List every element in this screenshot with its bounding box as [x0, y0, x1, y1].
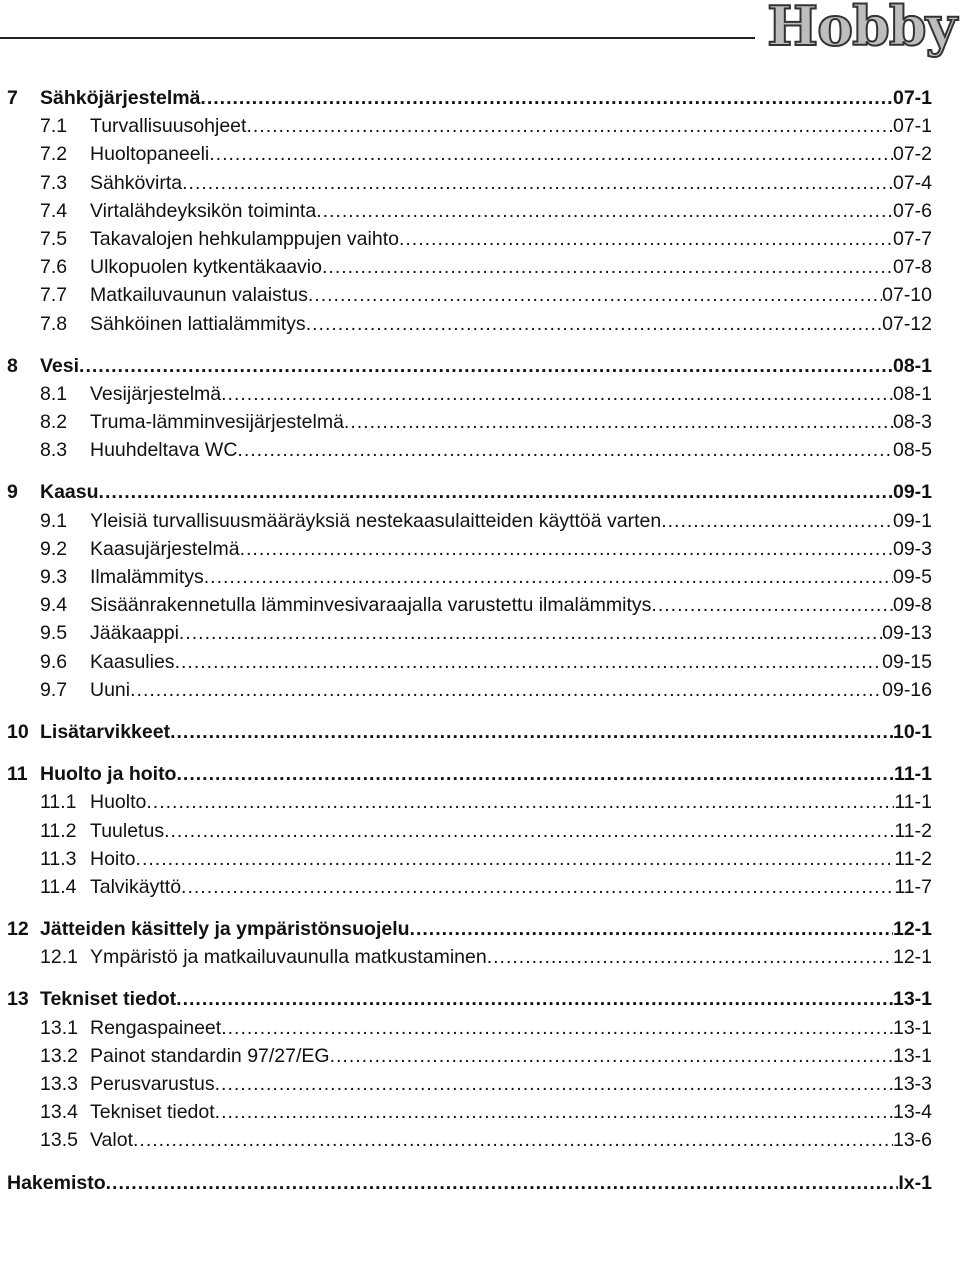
dot-leader — [306, 310, 882, 338]
dot-leader — [146, 788, 894, 816]
toc-title: Virtalähdeyksikön toiminta — [90, 199, 317, 222]
toc-page-number: 08-5 — [892, 439, 932, 462]
toc-subsection[interactable] — [0, 507, 960, 535]
toc-title: Huolto ja hoito — [40, 763, 177, 786]
toc-page-number: 13-1 — [892, 1016, 932, 1039]
toc-title: Ulkopuolen kytkentäkaavio — [90, 256, 322, 279]
toc-page-number: 08-3 — [892, 411, 932, 434]
toc-subsection[interactable] — [0, 281, 960, 309]
toc-page-number: 09-1 — [892, 481, 932, 504]
toc-subsection[interactable] — [0, 436, 960, 464]
toc-title: Hakemisto — [7, 1171, 106, 1194]
toc-number: 9.4 — [40, 594, 68, 617]
toc-page-number: 13-6 — [892, 1129, 932, 1152]
toc-entry — [90, 1014, 932, 1042]
toc-title: Huolto — [90, 791, 147, 814]
toc-page-number: 07-2 — [892, 143, 932, 166]
dot-leader — [221, 380, 893, 408]
toc-chapter[interactable] — [0, 1169, 960, 1197]
toc-title: Vesi — [40, 354, 80, 377]
toc-title: Vesijärjestelmä — [90, 382, 222, 405]
toc-entry — [90, 676, 932, 704]
dot-leader — [182, 169, 893, 197]
toc-subsection[interactable] — [0, 197, 960, 225]
dot-leader — [106, 1169, 899, 1197]
toc-title: Sähköjärjestelmä — [40, 87, 201, 109]
dot-leader — [221, 1014, 893, 1042]
toc-page-number: 07-6 — [892, 199, 932, 222]
toc-number: 7 — [7, 87, 18, 109]
toc-subsection[interactable] — [0, 1126, 960, 1154]
toc-subsection[interactable] — [0, 1042, 960, 1070]
toc-page-number: 11-2 — [894, 847, 932, 870]
dot-leader — [215, 1070, 893, 1098]
toc-page-number: 11-1 — [894, 763, 932, 786]
toc-number: 8 — [7, 354, 18, 377]
toc-subsection[interactable] — [0, 788, 960, 816]
toc-subsection[interactable] — [0, 873, 960, 901]
toc-title: Tuuletus — [90, 819, 165, 842]
toc-subsection[interactable] — [0, 943, 960, 971]
toc-subsection[interactable] — [0, 253, 960, 281]
toc-page-number: 11-1 — [894, 791, 932, 814]
toc-entry — [90, 1098, 932, 1126]
toc-number: 7.5 — [40, 227, 68, 250]
dot-leader — [181, 873, 894, 901]
toc-page-number: Ix-1 — [898, 1171, 932, 1194]
dot-leader — [176, 985, 893, 1013]
toc-subsection[interactable] — [0, 563, 960, 591]
toc-title: Kaasulies — [90, 650, 175, 673]
toc-page-number: 12-1 — [892, 918, 932, 941]
dot-leader — [130, 676, 882, 704]
dot-leader — [175, 648, 883, 676]
toc-title: Truma-lämminvesijärjestelmä — [90, 411, 344, 434]
toc-chapter[interactable] — [0, 84, 960, 112]
toc-number: 7.1 — [40, 115, 68, 138]
toc-number: 8.1 — [40, 382, 68, 405]
toc-entry — [90, 619, 932, 647]
toc-page-number: 07-4 — [892, 171, 932, 194]
toc-entry — [7, 1169, 932, 1197]
toc-subsection[interactable] — [0, 619, 960, 647]
dot-leader — [410, 915, 893, 943]
dot-leader — [237, 436, 893, 464]
toc-entry — [40, 352, 932, 380]
toc-title: Turvallisuusohjeet — [90, 115, 247, 138]
dot-leader — [651, 591, 893, 619]
toc-entry — [90, 845, 932, 873]
toc-chapter[interactable] — [0, 478, 960, 506]
toc-page-number: 12-1 — [892, 946, 932, 969]
toc-entry — [90, 169, 932, 197]
toc-page-number: 08-1 — [892, 382, 932, 405]
toc-page-number: 10-1 — [892, 720, 932, 743]
toc-subsection[interactable] — [0, 169, 960, 197]
toc-entry — [40, 84, 932, 112]
toc-number: 13.5 — [40, 1129, 78, 1152]
dot-leader — [133, 1126, 893, 1154]
toc-title: Jätteiden käsittely ja ympäristönsuojelu — [40, 918, 410, 941]
toc-title: Yleisiä turvallisuusmääräyksiä nestekaasulaitteiden käyttöä varten — [90, 509, 662, 532]
toc-title: Huoltopaneeli — [90, 143, 210, 166]
toc-title: Matkailuvaunun valaistus — [90, 284, 308, 307]
toc-number: 7.2 — [40, 143, 68, 166]
dot-leader — [308, 281, 882, 309]
toc-entry — [90, 591, 932, 619]
dot-leader — [487, 943, 893, 971]
dot-leader — [240, 535, 893, 563]
toc-entry — [90, 535, 932, 563]
toc-subsection[interactable] — [0, 676, 960, 704]
table-of-contents — [0, 84, 960, 1197]
toc-entry — [90, 1070, 932, 1098]
toc-subsection[interactable] — [0, 1014, 960, 1042]
toc-number: 9.1 — [40, 509, 68, 532]
dot-leader — [330, 1042, 893, 1070]
toc-title: Kaasu — [40, 481, 99, 504]
toc-number: 9.3 — [40, 566, 68, 588]
toc-number: 10 — [7, 720, 29, 743]
toc-title: Ympäristö ja matkailuvaunulla matkustaminen — [90, 946, 487, 969]
toc-page-number: 09-13 — [882, 622, 932, 645]
dot-leader — [170, 718, 893, 746]
toc-title: Kaasujärjestelmä — [90, 537, 240, 560]
toc-entry — [90, 788, 932, 816]
toc-page-number: 07-10 — [882, 284, 932, 307]
toc-chapter[interactable] — [0, 985, 960, 1013]
dot-leader — [322, 253, 893, 281]
toc-number: 7.8 — [40, 312, 68, 335]
toc-page-number: 13-1 — [892, 988, 932, 1011]
toc-entry — [90, 436, 932, 464]
toc-subsection[interactable] — [0, 310, 960, 338]
toc-title: Talvikäyttö — [90, 875, 182, 898]
toc-entry — [90, 408, 932, 436]
toc-title: Perusvarustus — [90, 1073, 215, 1095]
toc-number: 11.3 — [40, 847, 77, 870]
dot-leader — [215, 1098, 893, 1126]
toc-page-number: 09-8 — [892, 594, 932, 617]
toc-entry — [90, 281, 932, 309]
toc-subsection[interactable] — [0, 817, 960, 845]
toc-number: 9.2 — [40, 537, 68, 560]
toc-title: Ilmalämmitys — [90, 566, 204, 588]
toc-entry — [40, 760, 932, 788]
dot-leader — [200, 84, 893, 112]
toc-subsection[interactable] — [0, 1070, 960, 1098]
toc-title: Tekniset tiedot — [90, 1101, 215, 1124]
toc-title: Lisätarvikkeet — [40, 720, 171, 743]
toc-entry — [90, 140, 932, 168]
toc-entry — [90, 507, 932, 535]
toc-entry — [90, 225, 932, 253]
toc-subsection[interactable] — [0, 380, 960, 408]
toc-entry — [90, 380, 932, 408]
dot-leader — [204, 563, 893, 591]
toc-number: 9 — [7, 481, 18, 504]
toc-subsection[interactable] — [0, 140, 960, 168]
toc-page-number: 09-15 — [882, 650, 932, 673]
toc-page-number: 08-1 — [892, 354, 932, 377]
toc-number: 7.7 — [40, 284, 68, 307]
toc-title: Rengaspaineet — [90, 1016, 222, 1039]
toc-subsection[interactable] — [0, 535, 960, 563]
toc-subsection[interactable] — [0, 591, 960, 619]
toc-subsection[interactable] — [0, 648, 960, 676]
header-rule — [0, 37, 755, 39]
toc-number: 11.2 — [40, 819, 77, 842]
toc-page-number: 11-2 — [894, 819, 932, 842]
toc-entry — [90, 943, 932, 971]
toc-page-number: 13-3 — [892, 1073, 932, 1095]
dot-leader — [136, 845, 895, 873]
toc-number: 9.5 — [40, 622, 68, 645]
toc-title: Hoito — [90, 847, 136, 870]
toc-number: 7.3 — [40, 171, 68, 194]
toc-number: 7.6 — [40, 256, 68, 279]
hobby-logo: Hobby — [767, 0, 956, 58]
dot-leader — [179, 619, 882, 647]
toc-page-number: 07-1 — [892, 87, 932, 109]
toc-entry — [40, 985, 932, 1013]
toc-entry — [90, 1126, 932, 1154]
toc-page-number: 09-5 — [892, 566, 932, 588]
toc-title: Tekniset tiedot — [40, 988, 177, 1011]
toc-entry — [90, 197, 932, 225]
toc-subsection[interactable] — [0, 1098, 960, 1126]
dot-leader — [316, 197, 893, 225]
toc-number: 13 — [7, 988, 29, 1011]
toc-entry — [40, 915, 932, 943]
dot-leader — [164, 817, 894, 845]
toc-subsection[interactable] — [0, 225, 960, 253]
toc-number: 11.1 — [40, 791, 77, 814]
toc-chapter[interactable] — [0, 352, 960, 380]
toc-number: 13.2 — [40, 1044, 78, 1067]
dot-leader — [344, 408, 893, 436]
toc-title: Takavalojen hehkulamppujen vaihto — [90, 227, 399, 250]
toc-page-number: 09-16 — [882, 678, 932, 701]
toc-number: 11.4 — [40, 875, 77, 898]
toc-number: 9.6 — [40, 650, 68, 673]
toc-number: 13.1 — [40, 1016, 78, 1039]
toc-title: Sisäänrakennetulla lämminvesivaraajalla varustettu ilmalämmitys — [90, 594, 652, 617]
toc-subsection[interactable] — [0, 408, 960, 436]
toc-entry — [90, 1042, 932, 1070]
toc-title: Sähkövirta — [90, 171, 183, 194]
toc-entry — [90, 112, 932, 140]
toc-title: Jääkaappi — [90, 622, 179, 645]
dot-leader — [209, 140, 893, 168]
toc-page-number: 09-1 — [892, 509, 932, 532]
toc-title: Uuni — [90, 678, 131, 701]
toc-subsection[interactable] — [0, 112, 960, 140]
toc-entry — [90, 253, 932, 281]
toc-entry — [90, 648, 932, 676]
toc-page-number: 13-1 — [892, 1044, 932, 1067]
toc-number: 9.7 — [40, 678, 68, 701]
toc-entry — [90, 563, 932, 591]
toc-page-number: 07-7 — [892, 227, 932, 250]
toc-page-number: 07-12 — [882, 312, 932, 335]
toc-entry — [90, 817, 932, 845]
toc-title: Sähköinen lattialämmitys — [90, 312, 306, 335]
toc-title: Painot standardin 97/27/EG — [90, 1044, 330, 1067]
toc-number: 13.3 — [40, 1073, 78, 1095]
toc-entry — [40, 478, 932, 506]
toc-chapter[interactable] — [0, 760, 960, 788]
toc-number: 11 — [7, 763, 28, 786]
toc-page-number: 09-3 — [892, 537, 932, 560]
dot-leader — [399, 225, 893, 253]
dot-leader — [176, 760, 894, 788]
toc-page-number: 07-1 — [892, 115, 932, 138]
toc-number: 8.2 — [40, 411, 68, 434]
dot-leader — [99, 478, 893, 506]
toc-chapter[interactable] — [0, 915, 960, 943]
toc-page-number: 13-4 — [892, 1101, 932, 1124]
toc-subsection[interactable] — [0, 845, 960, 873]
toc-page-number: 11-7 — [894, 875, 932, 898]
toc-entry — [90, 310, 932, 338]
toc-entry — [40, 718, 932, 746]
toc-number: 12.1 — [40, 946, 78, 969]
toc-number: 7.4 — [40, 199, 68, 222]
toc-title: Valot — [90, 1129, 133, 1152]
dot-leader — [79, 352, 893, 380]
toc-chapter[interactable] — [0, 718, 960, 746]
dot-leader — [246, 112, 893, 140]
toc-entry — [90, 873, 932, 901]
toc-title: Huuhdeltava WC — [90, 439, 238, 462]
toc-number: 13.4 — [40, 1101, 78, 1124]
toc-page-number: 07-8 — [892, 256, 932, 279]
toc-number: 8.3 — [40, 439, 68, 462]
toc-number: 12 — [7, 918, 29, 941]
dot-leader — [661, 507, 893, 535]
